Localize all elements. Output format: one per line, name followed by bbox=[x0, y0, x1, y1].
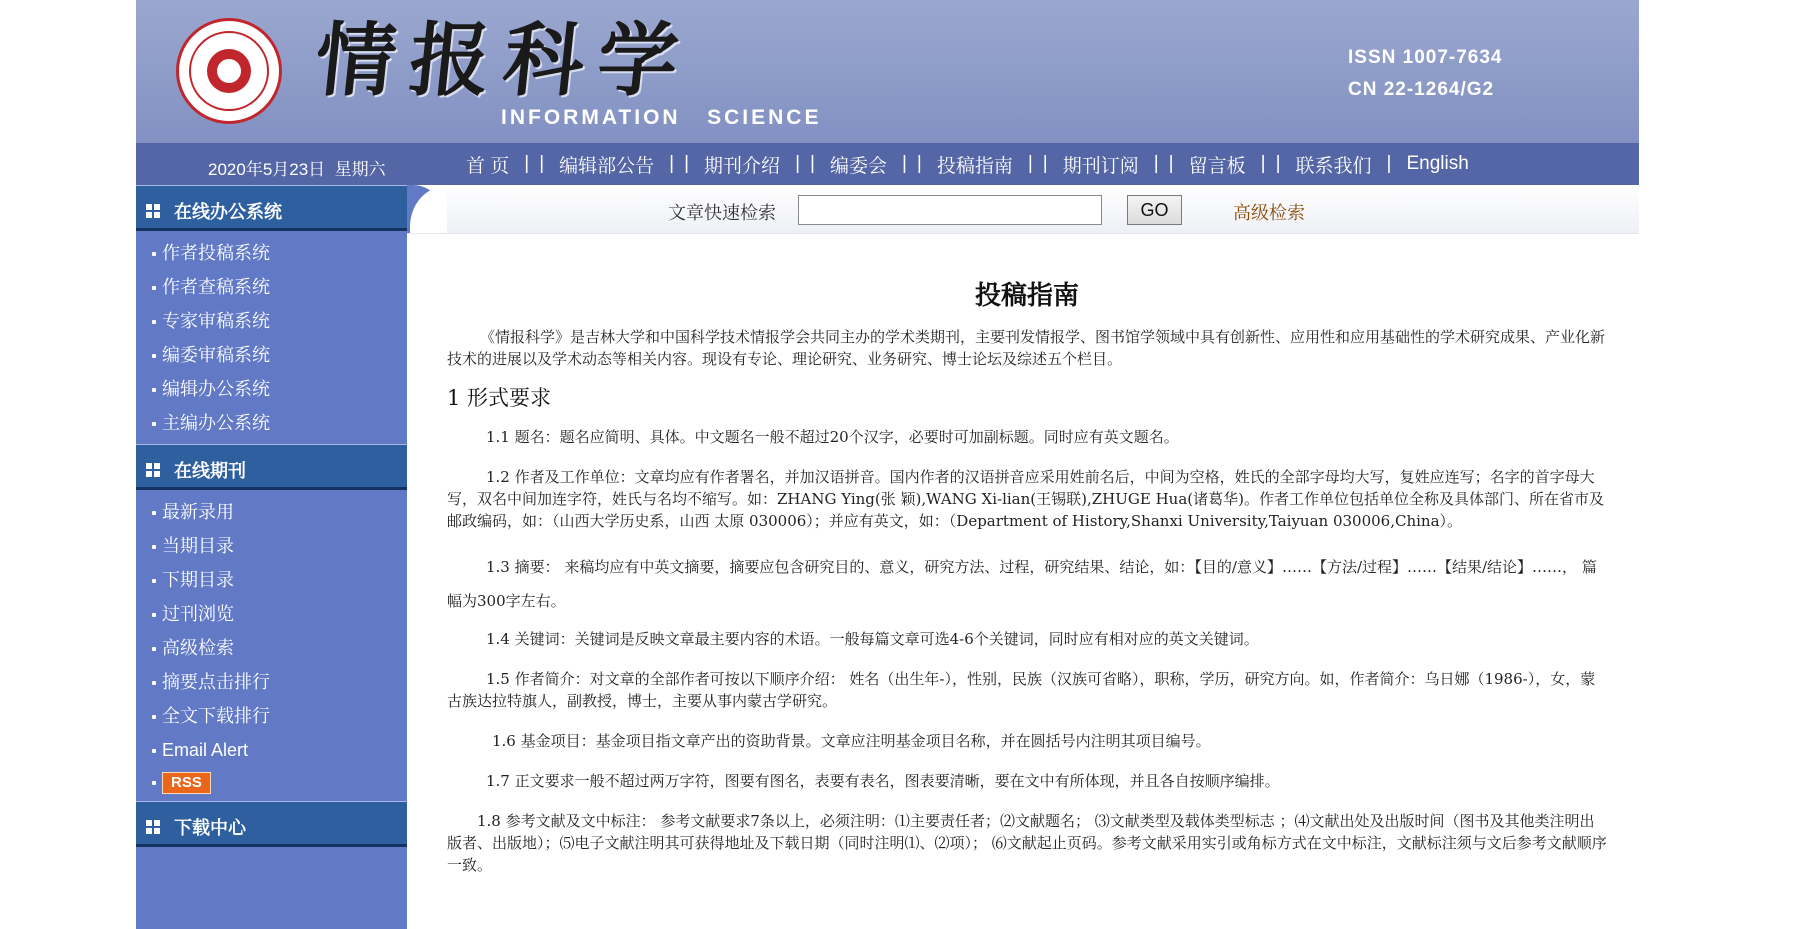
sidebar-item-latest[interactable] bbox=[136, 495, 407, 529]
go-button[interactable]: GO bbox=[1127, 195, 1182, 225]
nav-separator: | bbox=[795, 153, 800, 174]
sidebar-item-label: 当期目录 bbox=[162, 536, 234, 556]
sidebar-item-label: 下期目录 bbox=[162, 570, 234, 590]
nav-editorial-board[interactable]: 编委会 bbox=[829, 155, 887, 177]
nav-subscription[interactable]: 期刊订阅 bbox=[1062, 155, 1139, 177]
sidebar bbox=[136, 185, 407, 929]
search-input[interactable] bbox=[798, 195, 1102, 225]
bullet-icon bbox=[152, 749, 156, 753]
university-logo-icon bbox=[176, 18, 282, 124]
sidebar-item-label: 主编办公系统 bbox=[162, 413, 270, 433]
journal-title-cn: 情报科学 bbox=[311, 13, 697, 107]
bullet-icon bbox=[152, 647, 156, 651]
issn-label: ISSN 1007-7634 bbox=[1348, 47, 1503, 68]
sidebar-header-downloads[interactable] bbox=[136, 801, 407, 847]
nav-submission-guide[interactable]: 投稿指南 bbox=[936, 155, 1013, 177]
main-content bbox=[407, 185, 1639, 929]
sidebar-header-title: 在线期刊 bbox=[174, 461, 246, 481]
nav-contact[interactable]: 联系我们 bbox=[1295, 155, 1372, 177]
rule-title: 1.1 题名：题名应简明、具体。中文题名一般不超过20个汉字，必要时可加副标题。同时应有英文题名。 bbox=[486, 428, 1179, 446]
bullet-icon bbox=[152, 545, 156, 549]
bullet-icon bbox=[152, 613, 156, 617]
rule-references: 1.8 参考文献及文中标注： 参考文献要求7条以上，必须注明：⑴主要责任者；⑵文献题名； ⑶文献类型及载体类型标志 ；⑷文献出处及出版时间（图书及其他类注明出版者、出版地）；⑸电子文献注明其可获得地址及下载日期（同时注明⑴、⑵项）； ⑹文献起止页码。参考文献采用实引或角标方式在文中标注，文献标注须与文后参考文献顺序一致。 bbox=[447, 812, 1607, 874]
bullet-icon bbox=[152, 320, 156, 324]
sidebar-list-office bbox=[136, 231, 407, 444]
intro-paragraph: 《情报科学》是吉林大学和中国科学技术情报学会共同主办的学术类期刊，主要刊发情报学、图书馆学领域中具有创新性、应用性和应用基础性的学术研究成果、产业化新技术的进展以及学术动态等相关内容。现设有专论、理论研究、业务研究、博士论坛及综述五个栏目。 bbox=[447, 328, 1606, 368]
header-banner bbox=[136, 0, 1639, 143]
bullet-icon bbox=[152, 781, 156, 785]
sidebar-item-label: 摘要点击排行 bbox=[162, 672, 270, 692]
bullet-icon bbox=[152, 286, 156, 290]
sidebar-item-label: 作者查稿系统 bbox=[162, 277, 270, 297]
sidebar-item-rss[interactable] bbox=[136, 767, 407, 797]
section-heading: 1 形式要求 bbox=[447, 386, 552, 410]
bullet-icon bbox=[152, 422, 156, 426]
rule-keywords: 1.4 关键词：关键词是反映文章最主要内容的术语。一般每篇文章可选4-6个关键词，同时应有相对应的英文关键词。 bbox=[486, 630, 1259, 648]
sidebar-item-download-ranking[interactable] bbox=[136, 699, 407, 733]
rule-funding: 1.6 基金项目：基金项目指文章产出的资助背景。文章应注明基金项目名称，并在圆括号内注明其项目编号。 bbox=[492, 732, 1211, 750]
nav-separator: | bbox=[916, 153, 922, 174]
bullet-icon bbox=[152, 354, 156, 358]
bullet-icon bbox=[152, 579, 156, 583]
bullet-icon bbox=[152, 681, 156, 685]
grid-icon bbox=[146, 463, 160, 477]
sidebar-header-title: 下载中心 bbox=[174, 818, 246, 838]
sidebar-item-archive[interactable] bbox=[136, 597, 407, 631]
sidebar-item-label: Email Alert bbox=[162, 740, 249, 760]
sidebar-item-label: 过刊浏览 bbox=[162, 604, 234, 624]
sidebar-item-current-issue[interactable] bbox=[136, 529, 407, 563]
sidebar-item-abstract-ranking[interactable] bbox=[136, 665, 407, 699]
sidebar-item-label: 编辑办公系统 bbox=[162, 379, 270, 399]
page bbox=[136, 0, 1639, 929]
rule-author-affiliation: 1.2 作者及工作单位：文章均应有作者署名，并加汉语拼音。国内作者的汉语拼音应采用姓前名后，中间为空格，姓氏的全部字母均大写，复姓应连写；名字的首字母大写，双名中间加连字符，姓氏与名均不缩写。如：ZHANG Ying(张 颖),WANG Xi-lian(王锡联),ZHUGE Hua(诸葛华)。作者工作单位包括单位全称及具体部门、所在省市及邮政编码，如：（山西大学历史系，山西 太原 030006）；并应有英文，如：（Department of History,Shanxi University,Taiyuan 030006,China）。 bbox=[447, 468, 1604, 530]
nav-items bbox=[456, 143, 1479, 185]
sidebar-item-editor-office[interactable] bbox=[136, 372, 407, 406]
rss-badge: RSS bbox=[162, 772, 211, 794]
grid-icon bbox=[146, 204, 160, 218]
sidebar-header-title: 在线办公系统 bbox=[174, 202, 282, 222]
sidebar-header-office bbox=[136, 185, 407, 231]
sidebar-header-journal bbox=[136, 444, 407, 490]
sidebar-item-advanced-search[interactable] bbox=[136, 631, 407, 665]
sidebar-item-label: 全文下载排行 bbox=[162, 706, 270, 726]
quick-search-bar bbox=[407, 185, 1639, 234]
nav-announcements[interactable]: 编辑部公告 bbox=[559, 155, 655, 177]
rule-author-bio: 1.5 作者简介：对文章的全部作者可按以下顺序介绍： 姓名（出生年-），性别，民族（汉族可省略），职称，学历，研究方向。如，作者简介：乌日娜（1986-），女，蒙古族达拉特旗人，副教授，博士，主要从事内蒙古学研究。 bbox=[447, 670, 1596, 710]
grid-icon bbox=[146, 820, 160, 834]
nav-separator: | bbox=[684, 153, 690, 174]
journal-title-en: INFORMATION SCIENCE bbox=[501, 106, 822, 129]
sidebar-item-label: 专家审稿系统 bbox=[162, 311, 270, 331]
article-body bbox=[447, 275, 1607, 894]
nav-separator: | bbox=[810, 153, 815, 174]
sidebar-item-label: 最新录用 bbox=[162, 502, 234, 522]
sidebar-item-next-issue[interactable] bbox=[136, 563, 407, 597]
nav-journal-intro[interactable]: 期刊介绍 bbox=[704, 155, 781, 177]
nav-message-board[interactable]: 留言板 bbox=[1188, 155, 1246, 177]
nav-separator: | bbox=[524, 153, 530, 174]
sidebar-item-expert-review[interactable] bbox=[136, 304, 407, 338]
nav-english[interactable]: English bbox=[1406, 153, 1469, 174]
nav-separator: | bbox=[1027, 153, 1033, 174]
cn-label: CN 22-1264/G2 bbox=[1348, 79, 1495, 100]
advanced-search-link[interactable]: 高级检索 bbox=[1233, 203, 1305, 223]
sidebar-item-author-submit[interactable] bbox=[136, 236, 407, 270]
nav-separator: | bbox=[1168, 153, 1174, 174]
rule-abstract: 1.3 摘要： 来稿均应有中英文摘要，摘要应包含研究目的、意义，研究方法、过程，研究结果、结论，如：【目的/意义】……【方法/过程】……【结果/结论】……， 篇幅为300字左右。 bbox=[447, 558, 1597, 610]
nav-home[interactable]: 首 页 bbox=[466, 155, 510, 177]
sidebar-item-label: 编委审稿系统 bbox=[162, 345, 270, 365]
nav-separator: | bbox=[1260, 153, 1266, 174]
sidebar-item-email-alert[interactable] bbox=[136, 733, 407, 767]
bullet-icon bbox=[152, 388, 156, 392]
main-nav bbox=[136, 143, 1639, 185]
sidebar-item-board-review[interactable] bbox=[136, 338, 407, 372]
nav-separator: | bbox=[1153, 153, 1159, 174]
page-title: 投稿指南 bbox=[974, 280, 1079, 310]
sidebar-list-journal bbox=[136, 490, 407, 801]
sidebar-curve-decoration bbox=[407, 185, 447, 233]
bullet-icon bbox=[152, 511, 156, 515]
sidebar-item-label: 高级检索 bbox=[162, 638, 234, 658]
bullet-icon bbox=[152, 252, 156, 256]
rule-body-text: 1.7 正文要求一般不超过两万字符，图要有图名，表要有表名，图表要清晰，要在文中有所体现，并且各自按顺序编排。 bbox=[486, 772, 1280, 790]
sidebar-item-label: 作者投稿系统 bbox=[162, 243, 270, 263]
nav-separator: | bbox=[669, 153, 675, 174]
sidebar-item-chief-editor-office[interactable] bbox=[136, 406, 407, 440]
nav-separator: | bbox=[1386, 153, 1392, 174]
nav-separator: | bbox=[1275, 153, 1281, 174]
search-label: 文章快速检索 bbox=[668, 203, 776, 223]
sidebar-item-author-query[interactable] bbox=[136, 270, 407, 304]
current-date: 2020年5月23日 星期六 bbox=[208, 160, 386, 179]
nav-separator: | bbox=[539, 153, 545, 174]
nav-separator: | bbox=[901, 153, 907, 174]
bullet-icon bbox=[152, 715, 156, 719]
nav-separator: | bbox=[1042, 153, 1048, 174]
